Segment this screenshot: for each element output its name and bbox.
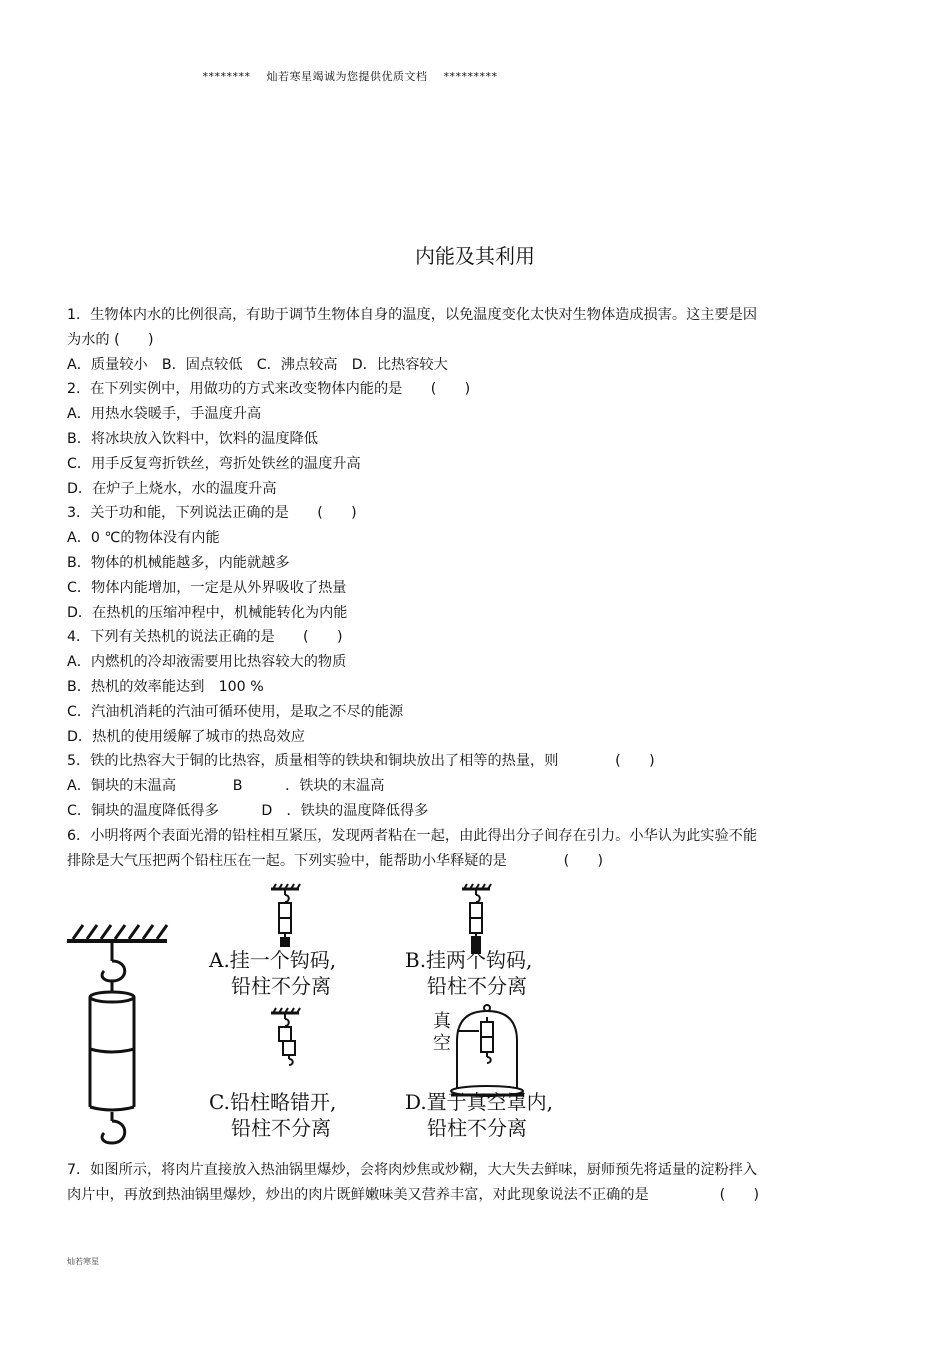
q2-stem: 2．在下列实例中，用做功的方式来改变物体内能的是 ( ) (67, 381, 471, 398)
caption-b-line1: B.挂两个钩码, (405, 948, 533, 973)
large-lead-cylinders-icon (90, 941, 134, 1143)
apparatus-d-bell-jar-icon (451, 1005, 523, 1096)
apparatus-b-icon (462, 884, 491, 953)
page-header (0, 68, 700, 84)
q3-option-c: C．物体内能增加，一定是从外界吸收了热量 (67, 579, 347, 596)
q4-option-a: A．内燃机的冷却液需要用比热容较大的物质 (67, 654, 347, 671)
caption-c-line1: C.铅柱略错开, (209, 1090, 337, 1115)
question-list (67, 303, 802, 1208)
q5-options-ab: A．铜块的末温高 B ．铁块的末温高 (67, 778, 385, 795)
apparatus-c-icon (271, 1008, 300, 1065)
q6-stem-line2: 排除是大气压把两个铅柱压在一起。下列实验中，能帮助小华释疑的是 ( ) (67, 852, 604, 869)
caption-a (209, 947, 336, 999)
caption-d (405, 1089, 553, 1141)
vacuum-label-line1: 真 (433, 1011, 451, 1033)
q1-stem-line2: 为水的 ( ) (67, 331, 154, 348)
caption-d-line2: 铅柱不分离 (427, 1116, 527, 1141)
q4-option-d: D．热机的使用缓解了城市的热岛效应 (67, 728, 305, 745)
q2-option-c: C．用手反复弯折铁丝，弯折处铁丝的温度升高 (67, 455, 361, 472)
caption-a-line1: A.挂一个钩码, (209, 948, 337, 973)
q5-stem: 5．铁的比热容大于铜的比热容，质量相等的铁块和铜块放出了相等的热量，则 ( ) (67, 753, 655, 770)
q4-option-c: C．汽油机消耗的汽油可循环使用，是取之不尽的能源 (67, 703, 404, 720)
q3-option-b: B．物体的机械能越多，内能就越多 (67, 554, 290, 571)
q1-options: A．质量较小 B．固点较低 C．沸点较高 D．比热容较大 (67, 356, 448, 373)
page-title: 内能及其利用 (415, 244, 535, 268)
caption-d-line1: D.置于真空罩内, (405, 1090, 554, 1115)
q4-stem: 4．下列有关热机的说法正确的是 ( ) (67, 629, 343, 646)
q6-stem-line1: 6．小明将两个表面光滑的铅柱相互紧压，发现两者粘在一起，由此得出分子间存在引力。小华认为此实验不能 (67, 827, 758, 844)
q2-option-d: D．在炉子上烧水，水的温度升高 (67, 480, 277, 497)
header-stars-right: ********* (443, 70, 498, 83)
q7-stem-line2: 肉片中，再放到热油锅里爆炒，炒出的肉片既鲜嫩味美又营养丰富，对此现象说法不正确的是 ( ) (67, 1187, 760, 1204)
q7-stem-line1: 7．如图所示，将肉片直接放入热油锅里爆炒，会将肉炒焦或炒糊，大大失去鲜味，厨师预先将适量的淀粉拌入 (67, 1162, 758, 1179)
apparatus-a-icon (271, 884, 300, 946)
q2-option-a: A．用热水袋暖手，手温度升高 (67, 406, 262, 423)
q5-options-cd: C．铜块的温度降低得多 D ．铁块的温度降低得多 (67, 802, 429, 819)
header-stars-left: ******** (202, 70, 251, 83)
page-footer: 灿若寒星 (67, 1257, 99, 1266)
caption-b (405, 947, 532, 999)
q3-option-a: A．0 ℃的物体没有内能 (67, 530, 220, 547)
ceiling-hatch-icon (67, 925, 167, 941)
q3-option-d: D．在热机的压缩冲程中，机械能转化为内能 (67, 604, 348, 621)
caption-a-line2: 铅柱不分离 (231, 974, 331, 999)
header-text: 灿若寒星竭诚为您提供优质文档 (266, 70, 428, 83)
q2-option-b: B．将冰块放入饮料中，饮料的温度降低 (67, 430, 318, 447)
q3-stem: 3．关于功和能，下列说法正确的是 ( ) (67, 505, 357, 522)
q4-option-b: B．热机的效率能达到 100 % (67, 678, 264, 695)
vacuum-label-line2: 空 (433, 1033, 451, 1055)
caption-c-line2: 铅柱不分离 (231, 1116, 331, 1141)
vacuum-label (433, 1011, 451, 1055)
q1-stem-line1: 1．生物体内水的比例很高，有助于调节生物体自身的温度，以免温度变化太快对生物体造成损害。这主要是因 (67, 307, 758, 323)
lead-cylinder-figure (67, 873, 802, 1158)
caption-b-line2: 铅柱不分离 (427, 974, 527, 999)
caption-c (209, 1089, 336, 1141)
